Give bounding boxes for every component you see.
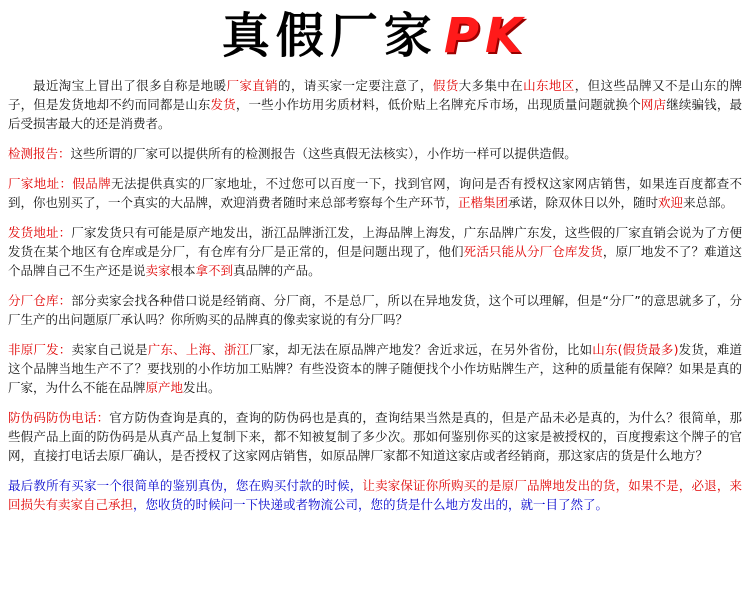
text-run: 部分卖家会找各种借口说是经销商、分厂商，不是总厂，所以在异地发货，这个可以理解，但是“分厂”的意思就多了，分厂生产的出问题原厂承认吗？你所购买的品牌真的像卖家说的有分厂吗？ xyxy=(8,293,742,327)
text-run: 卖家自己说是 xyxy=(71,342,148,357)
text-run: 无法提供真实的厂家地址，不过您可以百度一下，找到官网，询问是否有授权这家网店销售，如果连百度都查不到，你也别买了，一个真实的大品牌，欢迎消费者随时来总部考察每个生产环节， xyxy=(8,176,742,210)
text-run: 山东地区 xyxy=(523,78,575,93)
text-run: 继续骗钱，最后受损害最大的还是消费者。 xyxy=(8,97,742,131)
text-run: 广东、上海、浙江 xyxy=(147,342,250,357)
text-run: ，原厂地发不了？难道这个品牌自己不生产还是说 xyxy=(8,244,742,278)
paragraph-closing-tip xyxy=(8,476,742,514)
paragraph-inspection-report xyxy=(8,144,742,163)
paragraph-intro xyxy=(8,76,742,133)
title-pk: PK xyxy=(443,8,529,64)
text-run: 欢迎 xyxy=(658,195,684,210)
text-run: 来总部。 xyxy=(683,195,734,210)
paragraph-anti-counterfeit xyxy=(8,408,742,465)
paragraph-non-origin-shipping xyxy=(8,340,742,397)
text-run: 发货，难道这个品牌当地生产不了？要找别的小作坊加工贴牌？有些没资本的牌子随便找个小作坊贴牌生产，这种的质量能有保障？如果是真的厂家，为什么不能在品牌 xyxy=(8,342,742,395)
text-run: 网店 xyxy=(640,97,667,112)
text-run: 大多集中在 xyxy=(458,78,524,93)
text-run: 厂家发货只有可能是原产地发出，浙江品牌浙江发，上海品牌上海发，广东品牌广东发，这些假的厂家直销会说为了方便发货在某个地区有仓库或是分厂，有仓库有分厂是正常的，但是问题出现了，他们 xyxy=(8,225,742,259)
text-run: 发出。 xyxy=(183,380,221,395)
text-run: 山东(假货最多) xyxy=(592,342,679,357)
text-run: 的，请买家一定要注意了， xyxy=(278,78,433,93)
text-run: ，您收货的时候问一下快递或者物流公司，您的货是什么地方发出的，就一目了然了。 xyxy=(133,497,609,512)
text-run: 死活只能从分厂仓库发货 xyxy=(463,244,603,259)
paragraph-branch-warehouse xyxy=(8,291,742,329)
text-run: ，一些小作坊用劣质材料，低价贴上名牌充斥市场，出现质量问题就换个 xyxy=(235,97,641,112)
text-run: 检测报告： xyxy=(8,146,71,161)
text-run: 发货地址： xyxy=(8,225,72,240)
page-title xyxy=(0,6,750,66)
text-run: 承诺，除双休日以外，随时 xyxy=(508,195,659,210)
text-run: 发货 xyxy=(210,97,236,112)
paragraph-shipping-address xyxy=(8,223,742,280)
text-run: 厂家地址： xyxy=(8,176,73,191)
text-run: 让卖家保证你所购买的是原厂品牌地发出的货，如果不是，必退，来回损失有卖家自己承担 xyxy=(8,478,742,512)
text-run: 卖家 xyxy=(145,263,171,278)
title-main: 真假厂家 xyxy=(221,8,438,64)
text-run: ，但这些品牌又不是山东的牌子，但是发货地却不约而同都是山东 xyxy=(8,78,742,112)
text-run: 厂家，却无法在原品牌产地发？舍近求远，在另外省份，比如 xyxy=(249,342,593,357)
text-run: 假品牌 xyxy=(72,176,112,191)
text-run: 非原厂发： xyxy=(8,342,72,357)
paragraph-factory-address xyxy=(8,174,742,212)
text-run: 假货 xyxy=(432,78,459,93)
text-run: 官方防伪查询是真的，查询的防伪码也是真的，查询结果当然是真的，但是产品未必是真的，为什么？很简单，那些假产品上面的防伪码是从真产品上复制下来，都不知被复制了多少次。那如何鉴别你买的这家是被授权的，百度搜索这个牌子的官网，直接打电话去原厂确认，是否授权了这家网店销售，如原品牌厂家都不知道这家店或者经销商，那这家店的货是什么地方？ xyxy=(8,410,742,463)
text-run: 防伪码防伪电话： xyxy=(8,410,110,425)
text-run: 真品牌的产品。 xyxy=(233,263,321,278)
text-run: 最近淘宝上冒出了很多自称是地暖 xyxy=(33,78,227,93)
text-run: 分厂仓库： xyxy=(8,293,72,308)
text-run: 原产地 xyxy=(145,380,184,395)
text-run: 正楷集团 xyxy=(458,195,509,210)
text-run: 最后教所有买家一个很简单的鉴别真伪，您在购买付款的时候， xyxy=(8,478,363,493)
text-run: 根本 xyxy=(170,263,196,278)
text-run: 厂家直销 xyxy=(226,78,279,93)
article-body xyxy=(8,76,742,525)
text-run: 这些所谓的厂家可以提供所有的检测报告（这些真假无法核实），小作坊一样可以提供造假。 xyxy=(70,146,577,161)
text-run: 拿不到 xyxy=(195,263,234,278)
